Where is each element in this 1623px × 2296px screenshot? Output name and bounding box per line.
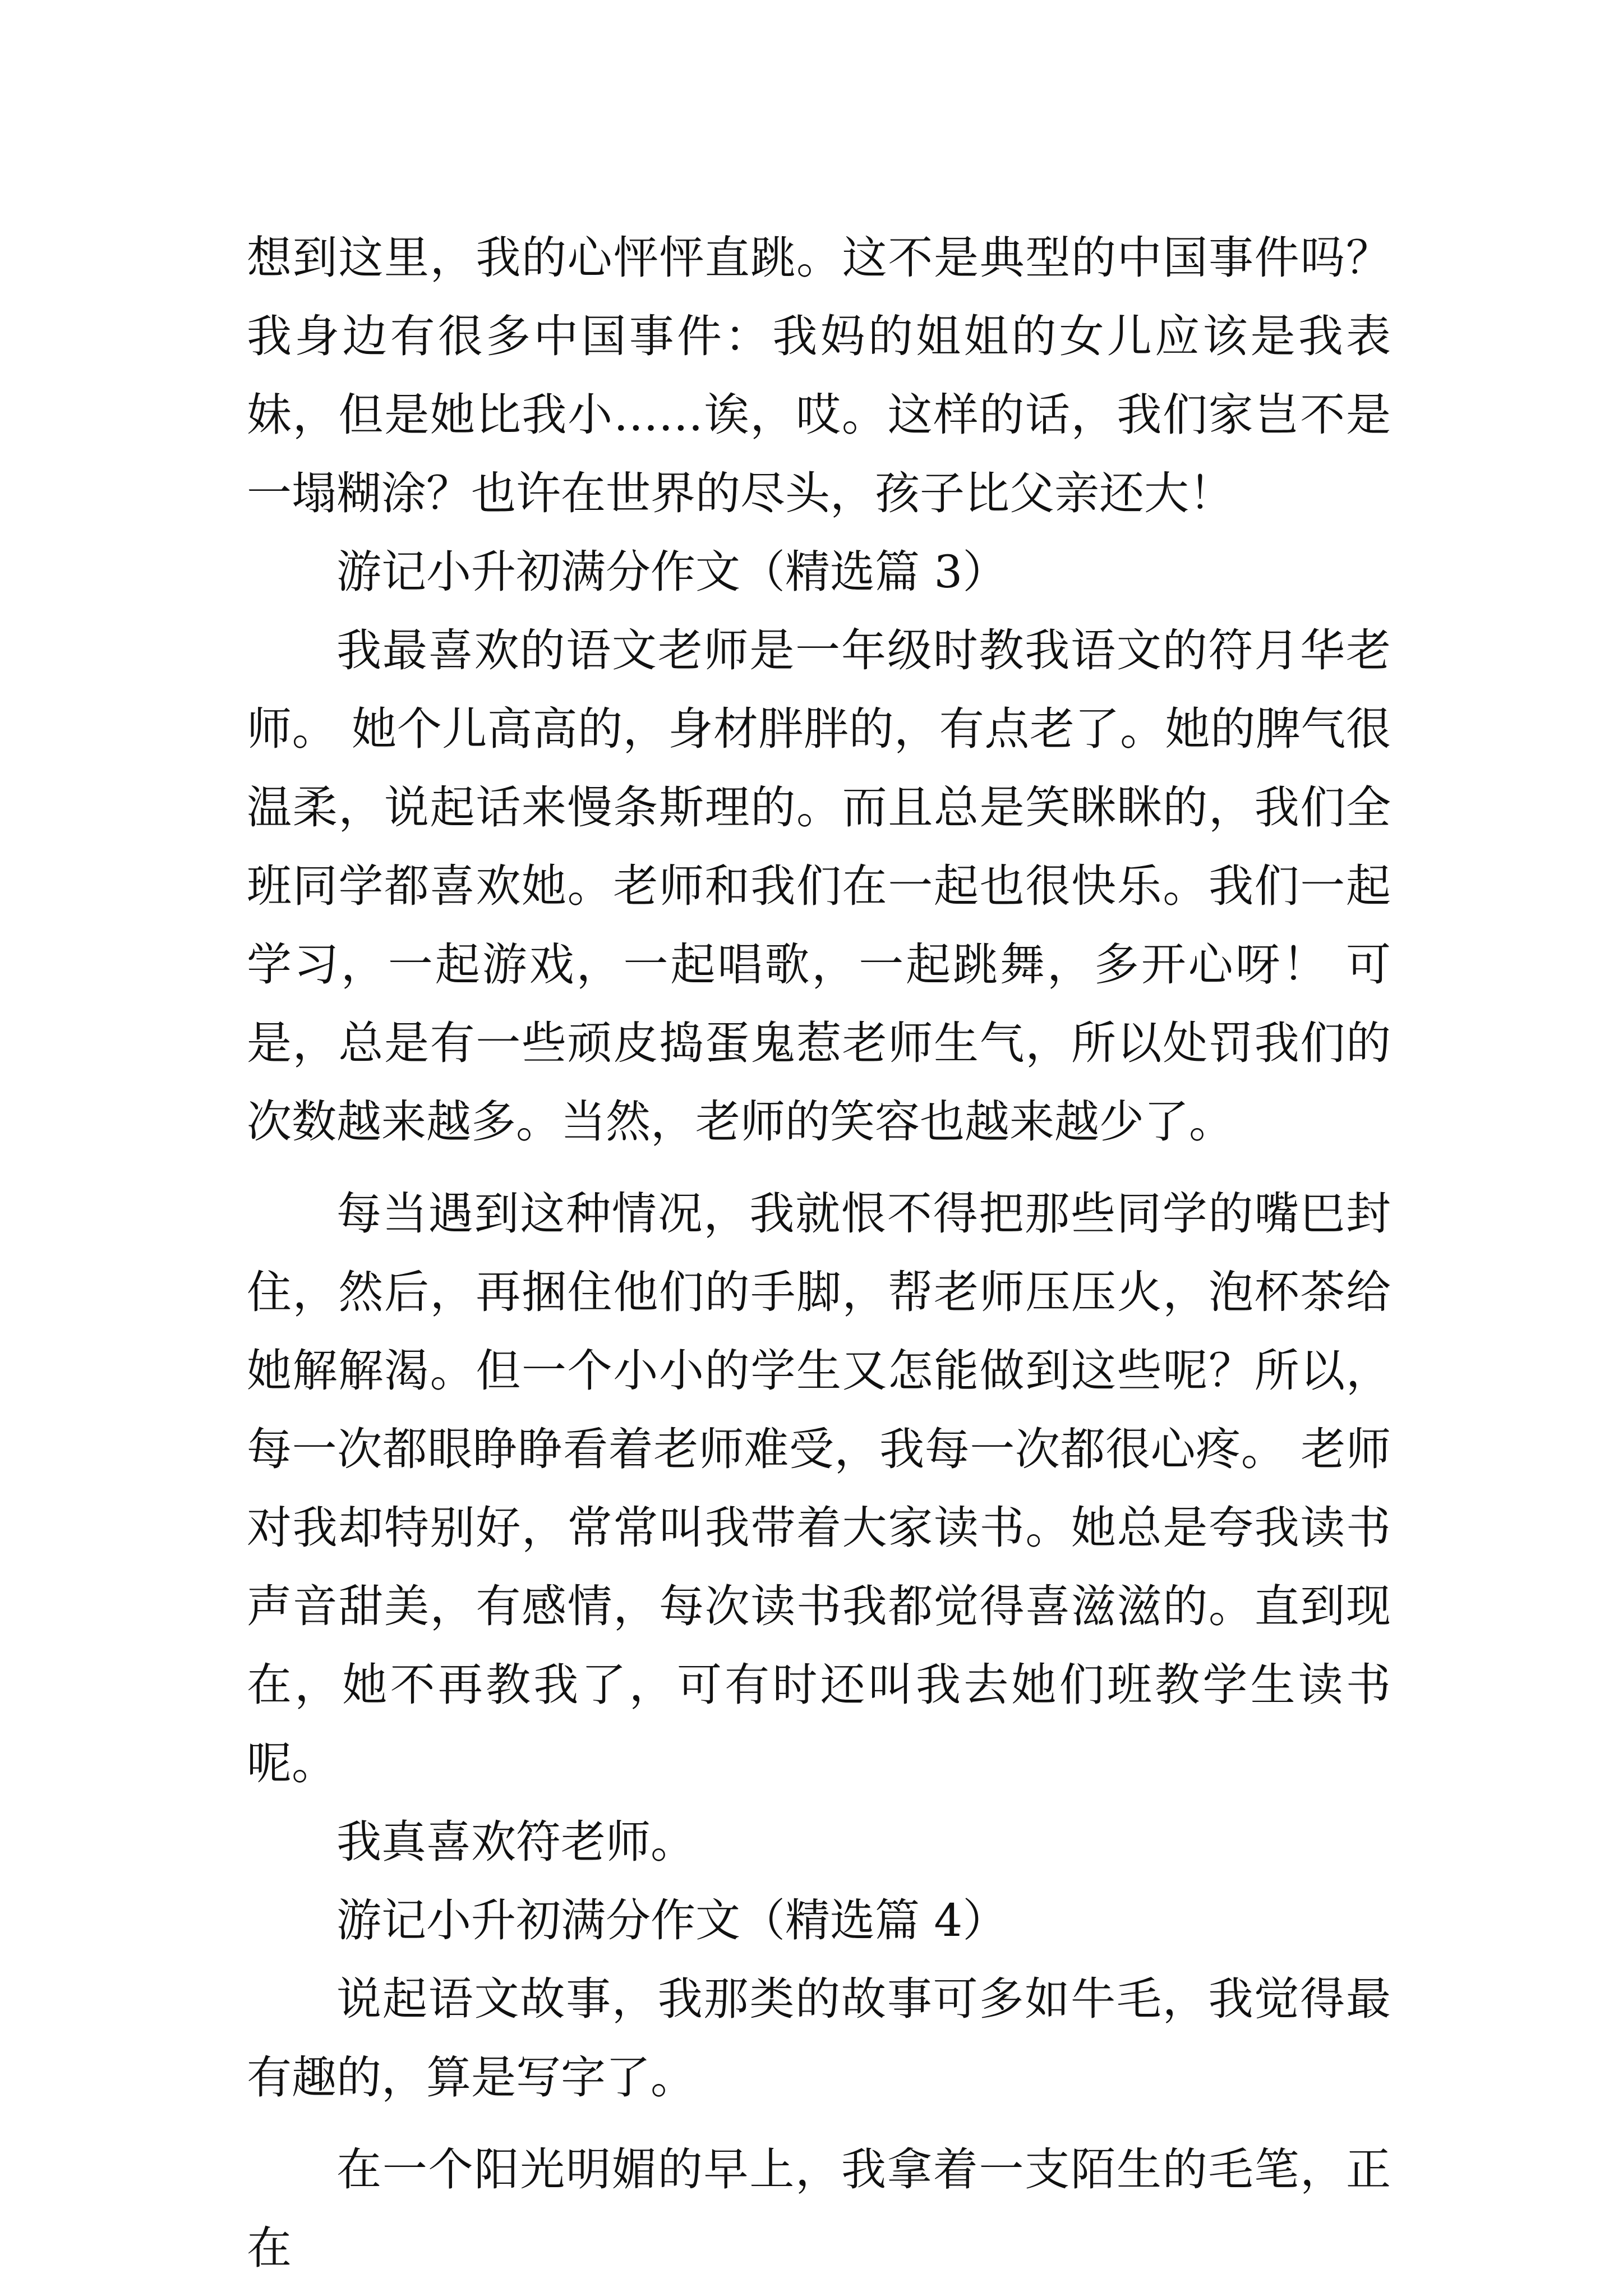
document-body <box>247 219 1391 2288</box>
paragraph: 想到这里，我的心怦怦直跳。这不是典型的中国事件吗？我身边有很多中国事件：我妈的姐姐的女儿应该是我表妹，但是她比我小……诶，哎。这样的话，我们家岂不是一塌糊涂？也许在世界的尽头，孩子比父亲还大！ <box>247 232 1391 519</box>
paragraph: 我最喜欢的语文老师是一年级时教我语文的符月华老师。 她个儿高高的，身材胖胖的，有点老了。她的脾气很温柔，说起话来慢条斯理的。而且总是笑眯眯的，我们全班同学都喜欢她。老师和我们在一起也很快乐。我们一起学习，一起游戏，一起唱歌，一起跳舞，多开心呀！ 可是，总是有一些顽皮捣蛋鬼惹老师生气，所以处罚我们的次数越来越多。当然，老师的笑容也越来越少了。 <box>247 624 1391 1148</box>
paragraph: 我真喜欢符老师。 <box>336 1816 695 1868</box>
paragraph: 在一个阳光明媚的早上，我拿着一支陌生的毛笔，正在 <box>247 2143 1391 2274</box>
paragraph: 每当遇到这种情况，我就恨不得把那些同学的嘴巴封住，然后，再捆住他们的手脚，帮老师压压火，泡杯茶给她解解渴。但一个小小的学生又怎能做到这些呢？所以，每一次都眼睁睁看着老师难受，我每一次都很心疼。 老师对我却特别好，常常叫我带着大家读书。她总是夸我读书声音甜美，有感情，每次读书我都觉得喜滋滋的。直到现在，她不再教我了，可有时还叫我去她们班教学生读书呢。 <box>247 1188 1391 1789</box>
section-heading: 游记小升初满分作文（精选篇 3） <box>336 546 1008 598</box>
section-heading: 游记小升初满分作文（精选篇 4） <box>336 1894 1008 1947</box>
paragraph: 说起语文故事，我那类的故事可多如牛毛，我觉得最有趣的，算是写字了。 <box>247 1973 1391 2104</box>
